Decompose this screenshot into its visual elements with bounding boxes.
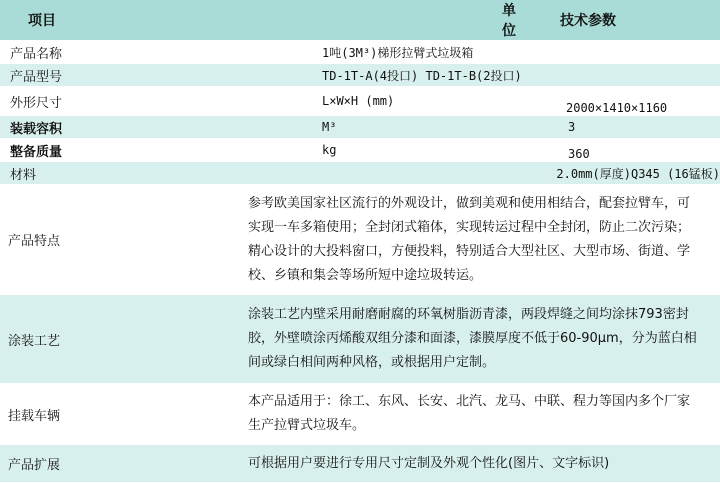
label-product-name: 产品名称 [0,41,240,64]
row-coating [0,295,720,384]
value-dimensions: 2000×1410×1160 [480,87,720,116]
row-features [0,185,720,295]
text-coating: 涂装工艺内壁采用耐磨耐腐的环氧树脂沥青漆，两段焊缝之间均涂抹793密封胶，外壁喷涂丙烯酸双组分漆和面漆，漆膜厚度不低于60-90μm，分为蓝白相间或绿白相间两种风格，或根据用户定制。 [240,295,720,384]
row-product-name [0,41,720,64]
row-capacity [0,116,720,139]
table-header [0,0,720,41]
unit-product-model: TD-1T-A(4投口) TD-1T-B(2投口) [240,64,720,87]
row-material [0,162,720,185]
unit-capacity: M³ [240,116,480,139]
unit-mass: kg [240,139,480,162]
text-features: 参考欧美国家社区流行的外观设计，做到美观和使用相结合，配套拉臂车，可实现一车多箱使用；全封闭式箱体，实现转运过程中全封闭，防止二次污染；精心设计的大投料窗口，方便投料，特别适合大型社区、大型市场、街道、学校、乡镇和集会等场所短中途垃圾转运。 [240,185,720,295]
label-dimensions: 外形尺寸 [0,87,240,116]
row-dimensions [0,87,720,116]
row-product-model [0,64,720,87]
label-material: 材料 [0,162,240,185]
unit-dimensions: L×W×H (mm) [240,87,480,116]
value-material: 2.0mm(厚度)Q345 (16锰板) [240,162,720,185]
label-capacity: 装载容积 [0,116,240,139]
value-mass: 360 [480,139,720,162]
row-mass [0,139,720,162]
label-features: 产品特点 [0,185,240,295]
header-unit: 单位 [240,0,480,41]
label-extension: 产品扩展 [0,445,240,483]
text-extension: 可根据用户要进行专用尺寸定制及外观个性化(图片、文字标识) [240,445,720,483]
text-vehicle: 本产品适用于：徐工、东风、长安、北汽、龙马、中联、程力等国内多个厂家生产拉臂式垃圾车。 [240,384,720,445]
unit-product-name: 1吨(3M³)梯形拉臂式垃圾箱 [240,41,720,64]
value-capacity: 3 [480,116,720,139]
row-extension [0,445,720,483]
header-item: 项目 [0,0,240,41]
row-vehicle [0,384,720,445]
header-param: 技术参数 [480,0,720,41]
label-coating: 涂装工艺 [0,295,240,384]
label-mass: 整备质量 [0,139,240,162]
label-product-model: 产品型号 [0,64,240,87]
label-vehicle: 挂载车辆 [0,384,240,445]
